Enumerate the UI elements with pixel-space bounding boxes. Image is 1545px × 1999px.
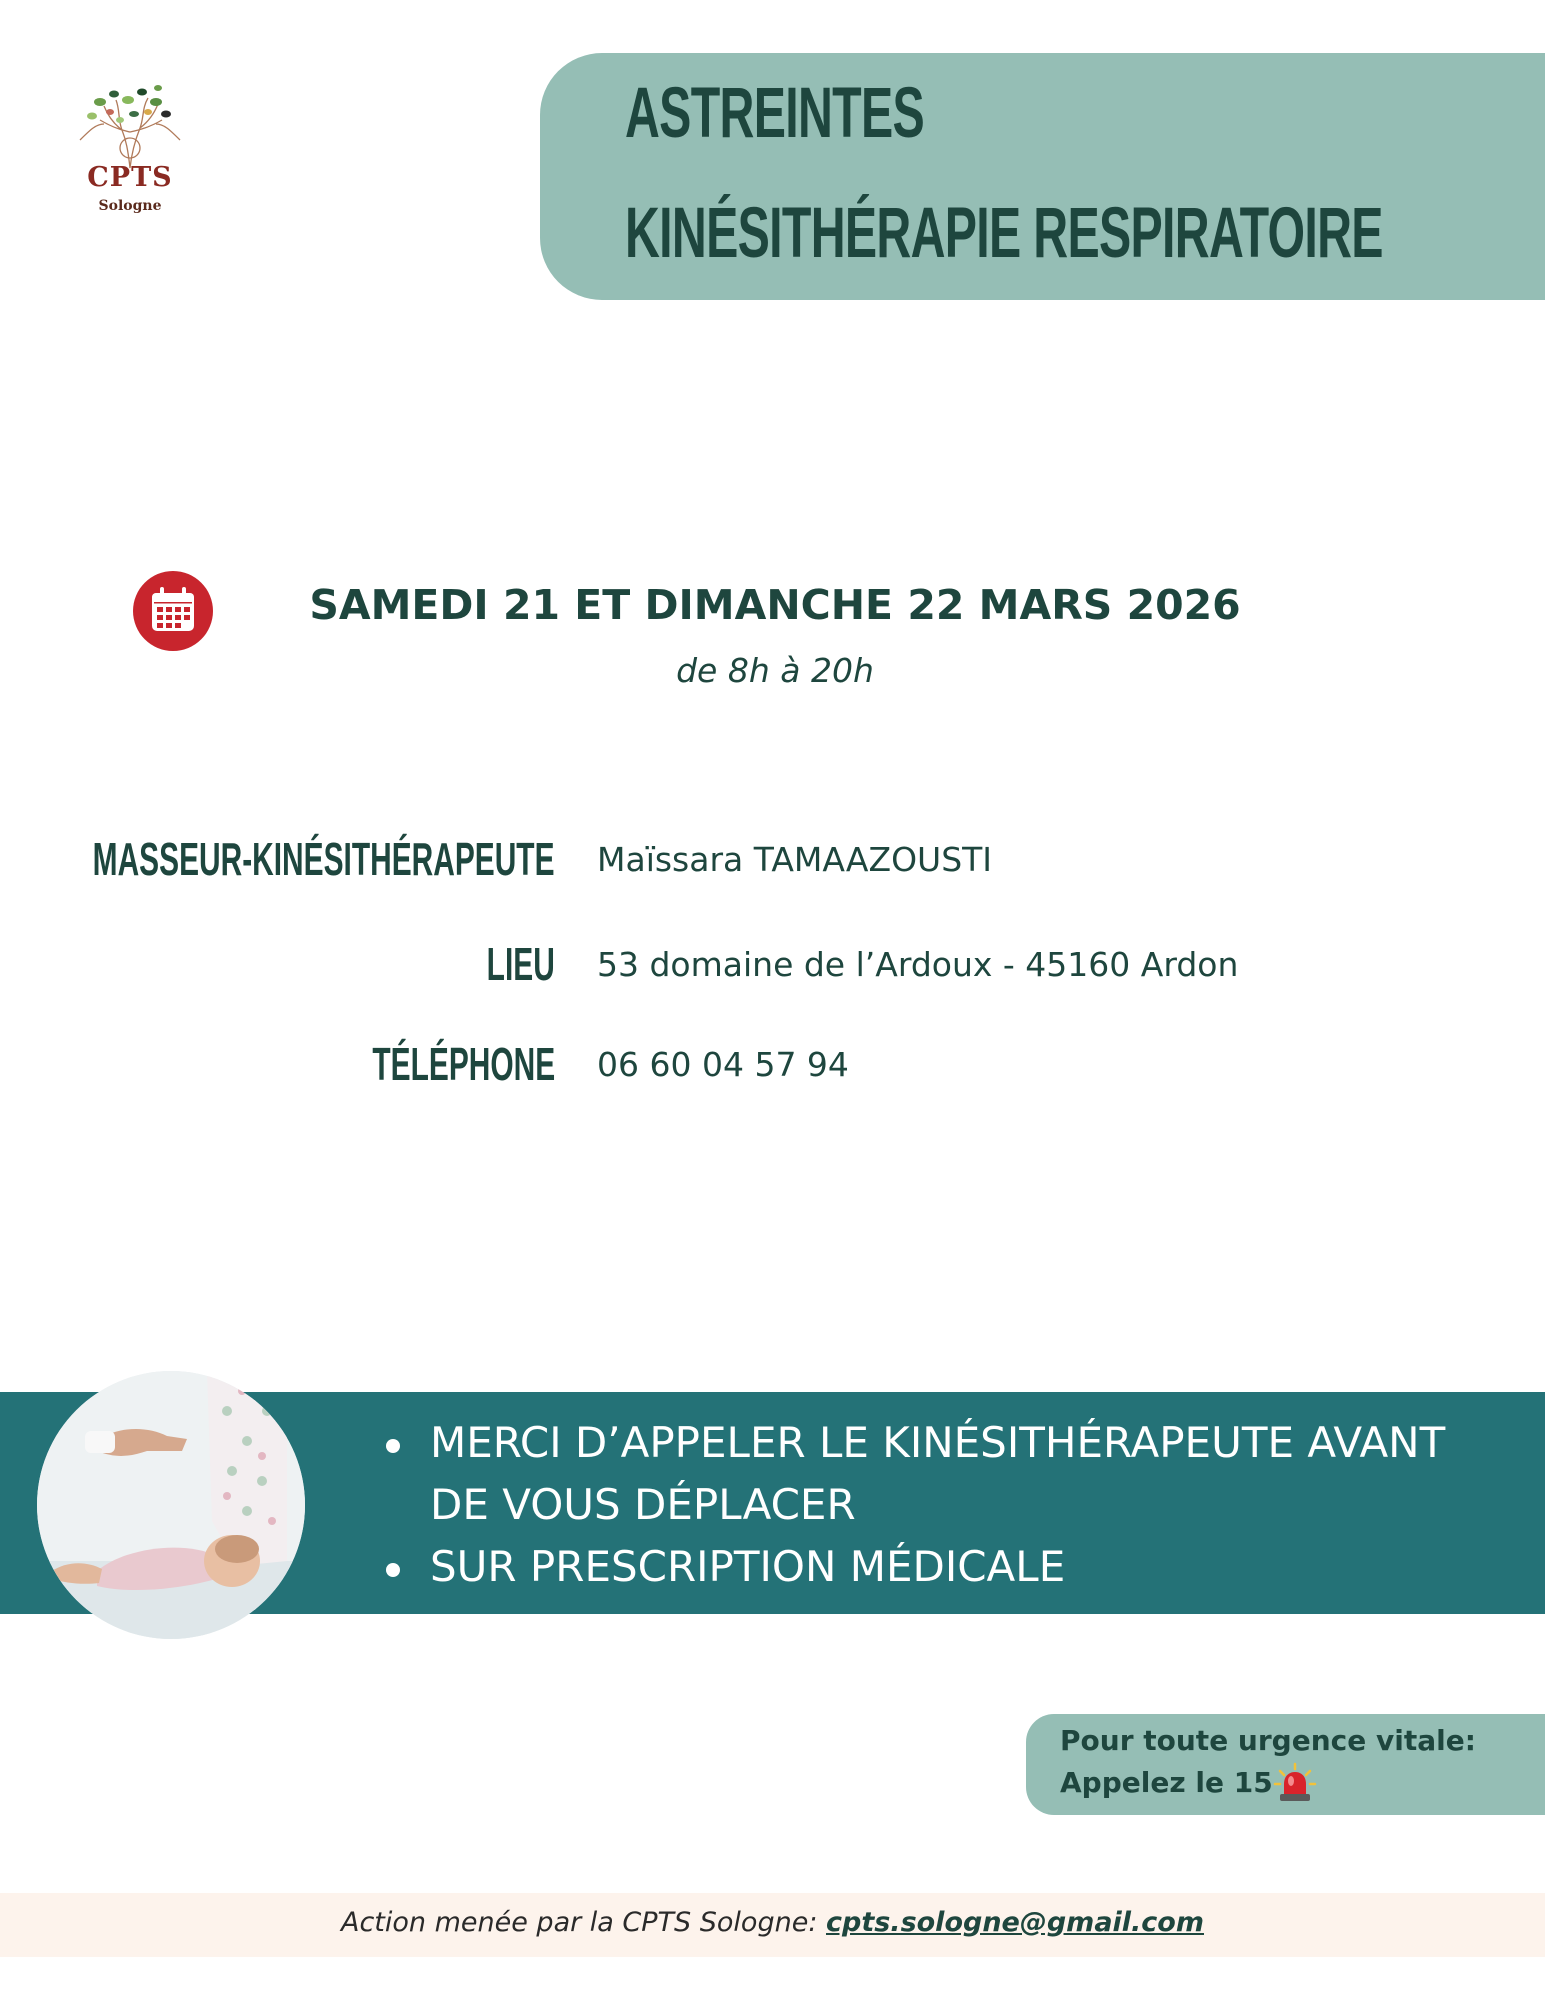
urgence-box bbox=[1026, 1714, 1545, 1815]
place-value: 53 domaine de l’Ardoux - 45160 Ardon bbox=[597, 945, 1239, 984]
cpts-logo bbox=[60, 80, 200, 230]
notice-item: MERCI D’APPELER LE KINÉSITHÉRAPEUTE AVANT DE VOUS DÉPLACER bbox=[380, 1412, 1500, 1536]
schedule-hours: de 8h à 20h bbox=[676, 651, 874, 690]
baby-physiotherapy-photo bbox=[37, 1371, 305, 1639]
header-title-line2: KINÉSITHÉRAPIE RESPIRATOIRE bbox=[625, 194, 1383, 273]
footer bbox=[0, 1893, 1545, 1957]
siren-icon bbox=[1273, 1762, 1317, 1804]
place-label: LIEU bbox=[486, 938, 555, 990]
schedule-date: SAMEDI 21 ET DIMANCHE 22 MARS 2026 bbox=[309, 581, 1241, 629]
footer-prefix: Action menée par la CPTS Sologne: bbox=[340, 1907, 826, 1938]
calendar-icon bbox=[133, 571, 213, 651]
urgence-line2: Appelez le 15 bbox=[1060, 1766, 1273, 1799]
header-banner bbox=[540, 53, 1545, 300]
tree-deer-logo-icon bbox=[70, 80, 190, 170]
practitioner-value: Maïssara TAMAAZOUSTI bbox=[597, 840, 993, 879]
footer-text bbox=[0, 1907, 1545, 1938]
footer-email-link[interactable]: cpts.sologne@gmail.com bbox=[826, 1907, 1204, 1938]
notice-list bbox=[380, 1412, 1500, 1598]
baby-photo-illustration bbox=[37, 1371, 305, 1639]
logo-subtitle: Sologne bbox=[98, 198, 162, 214]
header-title-line1: ASTREINTES bbox=[625, 74, 925, 153]
phone-label: TÉLÉPHONE bbox=[372, 1038, 555, 1090]
urgence-line1: Pour toute urgence vitale: bbox=[1060, 1724, 1476, 1757]
logo-name: CPTS bbox=[87, 162, 173, 193]
practitioner-label: MASSEUR-KINÉSITHÉRAPEUTE bbox=[93, 833, 555, 885]
notice-item: SUR PRESCRIPTION MÉDICALE bbox=[380, 1536, 1500, 1598]
phone-value: 06 60 04 57 94 bbox=[597, 1045, 849, 1084]
